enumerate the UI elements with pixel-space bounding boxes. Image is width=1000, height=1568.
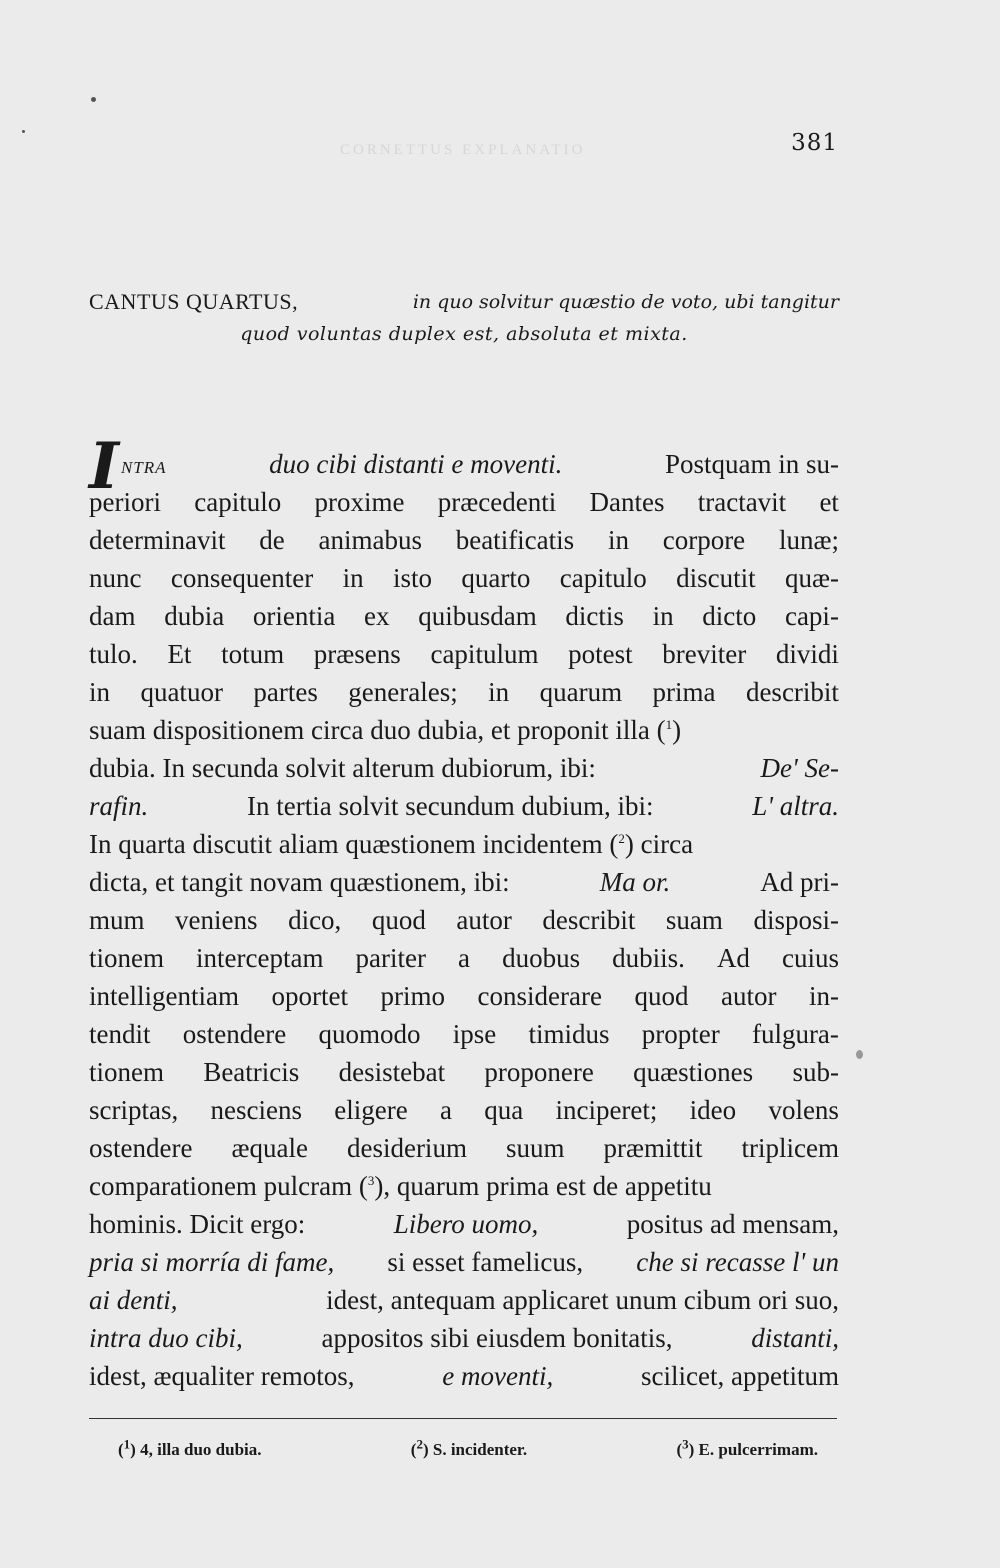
footnote: ($^2$) S. incidenter. xyxy=(410,1436,528,1459)
text-line: idest, æqualiter remotos, e moventi, scilicet, appetitum xyxy=(89,1357,839,1395)
text-line: ai denti, idest, antequam applicaret unum cibum ori suo, xyxy=(89,1281,839,1319)
opening-word: NTRA xyxy=(120,458,167,477)
word: a xyxy=(439,1095,452,1125)
footnote: ($^3$) E. pulcerrimam. xyxy=(676,1436,818,1459)
text-line: pria si morría di fame, si esset famelicus, che si recasse l' un xyxy=(89,1243,839,1281)
text-line xyxy=(89,521,839,559)
word: disposi- xyxy=(753,905,839,935)
word: describit xyxy=(542,905,636,935)
text-line xyxy=(89,559,839,597)
word: proponere xyxy=(484,1057,594,1087)
footnotes xyxy=(118,1436,818,1460)
text-line xyxy=(89,939,839,977)
word: æquale xyxy=(231,1133,308,1163)
citation: che si recasse l' un xyxy=(636,1247,839,1277)
text-line xyxy=(89,673,839,711)
word: autor xyxy=(456,905,512,935)
quoted-incipit: duo cibi distanti e moventi. xyxy=(269,449,563,479)
word: ideo xyxy=(689,1095,737,1125)
word: tendit xyxy=(89,1019,151,1049)
footnote-ref: 2 xyxy=(618,831,625,846)
word: dico, xyxy=(288,905,342,935)
word: tulo. xyxy=(89,639,138,669)
word: desistebat xyxy=(338,1057,446,1087)
word: considerare xyxy=(477,981,602,1011)
word: timidus xyxy=(528,1019,610,1049)
word: quæ- xyxy=(784,563,839,593)
text-line xyxy=(89,1091,839,1129)
word: volens xyxy=(768,1095,839,1125)
word: discutit xyxy=(676,563,756,593)
word: in xyxy=(89,677,111,707)
word: animabus xyxy=(318,525,422,555)
word: qua xyxy=(484,1095,524,1125)
word: præmittit xyxy=(603,1133,703,1163)
word: pariter xyxy=(355,943,426,973)
word: tractavit xyxy=(697,487,787,517)
citation: rafin. xyxy=(89,791,149,821)
text-line xyxy=(89,597,839,635)
word: breviter xyxy=(662,639,747,669)
text-line xyxy=(89,635,839,673)
word: quod xyxy=(634,981,689,1011)
word: capi- xyxy=(784,601,839,631)
word: de xyxy=(259,525,285,555)
text-line xyxy=(89,1129,839,1167)
word: in xyxy=(607,525,629,555)
citation: ai denti, xyxy=(89,1285,178,1315)
word: ostendere xyxy=(182,1019,287,1049)
text-line: comparationem pulcram ($^3$), quarum prima est de appetitu xyxy=(89,1171,712,1201)
word: proxime xyxy=(314,487,405,517)
word: in xyxy=(488,677,510,707)
word: nunc xyxy=(89,563,142,593)
footnote-rule xyxy=(89,1418,837,1419)
word: beatificatis xyxy=(455,525,575,555)
word: autor xyxy=(720,981,777,1011)
text-line: In quarta discutit aliam quæstionem incidentem ($^2$) circa xyxy=(89,829,694,859)
word: capitulo xyxy=(559,563,647,593)
word: scriptas, xyxy=(89,1095,179,1125)
word: partes xyxy=(253,677,318,707)
word: dubia xyxy=(164,601,225,631)
word: corpore xyxy=(662,525,746,555)
page-number: 381 xyxy=(791,130,838,156)
text-line xyxy=(89,483,839,521)
text-line: dubia. In secunda solvit alterum dubiorum, ibi: De' Se- xyxy=(89,749,839,787)
word: nesciens xyxy=(210,1095,302,1125)
word: quod xyxy=(371,905,426,935)
citation: L' altra. xyxy=(752,791,839,821)
text-line: hominis. Dicit ergo: Libero uomo, positus ad mensam, xyxy=(89,1205,839,1243)
word: primo xyxy=(380,981,445,1011)
footnote-ref: 1 xyxy=(665,717,673,732)
word: lunæ; xyxy=(778,525,839,555)
title-subtitle-line2: quod voluntas duplex est, absoluta et mixta. xyxy=(240,323,688,345)
word: interceptam xyxy=(196,943,324,973)
word: quarto xyxy=(461,563,531,593)
word: consequenter xyxy=(170,563,314,593)
word: triplicem xyxy=(741,1133,839,1163)
word: desiderium xyxy=(346,1133,467,1163)
word: capitulo xyxy=(194,487,282,517)
chapter-title xyxy=(89,286,839,350)
title-caps: CANTUS QUARTUS, xyxy=(89,289,299,314)
text-line xyxy=(89,901,839,939)
word: et xyxy=(819,487,839,517)
word: intelligentiam xyxy=(89,981,239,1011)
word: potest xyxy=(568,639,633,669)
word: capitulum xyxy=(430,639,539,669)
word: duobus xyxy=(502,943,581,973)
word: veniens xyxy=(175,905,258,935)
word: quatuor xyxy=(140,677,223,707)
title-subtitle-line1: in quo solvitur quæstio de voto, ubi tangitur xyxy=(412,291,839,313)
word: cuius xyxy=(781,943,839,973)
word: Dantes xyxy=(589,487,665,517)
word: sub- xyxy=(792,1057,839,1087)
citation: intra duo cibi, xyxy=(89,1323,243,1353)
word: in- xyxy=(808,981,839,1011)
word: in xyxy=(652,601,674,631)
word: ipse xyxy=(452,1019,497,1049)
word: Ad xyxy=(716,943,750,973)
running-head-bleedthrough: CORNETTUS EXPLANATIO xyxy=(340,142,586,158)
word: eligere xyxy=(334,1095,408,1125)
text-line xyxy=(89,1015,839,1053)
word: determinavit xyxy=(89,525,226,555)
word: orientia xyxy=(252,601,336,631)
word: dictis xyxy=(565,601,624,631)
word: totum xyxy=(221,639,285,669)
word: prima xyxy=(652,677,716,707)
word: oportet xyxy=(271,981,348,1011)
word: dam xyxy=(89,601,136,631)
word: generales; xyxy=(348,677,458,707)
text-span: Postquam in su- xyxy=(664,449,839,479)
body-text xyxy=(89,429,839,1395)
word: dubiis. xyxy=(612,943,685,973)
citation: pria si morría di fame, xyxy=(89,1247,335,1277)
footnote-ref: 3 xyxy=(367,1173,375,1188)
word: præsens xyxy=(313,639,401,669)
speck xyxy=(91,97,96,102)
word: inciperet; xyxy=(555,1095,658,1125)
word: Et xyxy=(167,639,192,669)
word: fulgura- xyxy=(751,1019,839,1049)
footnote: ($^1$) 4, illa duo dubia. xyxy=(118,1436,262,1459)
word: quæstiones xyxy=(633,1057,754,1087)
word: dividi xyxy=(775,639,839,669)
speck xyxy=(856,1050,863,1059)
word: propter xyxy=(641,1019,720,1049)
citation: distanti, xyxy=(751,1323,839,1353)
text-line xyxy=(89,1053,839,1091)
word: præcedenti xyxy=(437,487,557,517)
text-line: dicta, et tangit novam quæstionem, ibi: Ma or. Ad pri- xyxy=(89,863,839,901)
word: quarum xyxy=(539,677,623,707)
citation: Libero uomo, xyxy=(393,1209,539,1239)
word: tionem xyxy=(89,943,164,973)
word: describit xyxy=(745,677,839,707)
text-line xyxy=(89,977,839,1015)
word: a xyxy=(458,943,471,973)
citation: e moventi, xyxy=(442,1361,554,1391)
speck xyxy=(22,130,25,133)
text-line: rafin. In tertia solvit secundum dubium, ibi: L' altra. xyxy=(89,787,839,825)
text-line: suam dispositionem circa duo dubia, et proponit illa ($^1$) xyxy=(89,715,682,745)
word: mum xyxy=(89,905,145,935)
word: in xyxy=(342,563,364,593)
word: dicto xyxy=(702,601,757,631)
word: ex xyxy=(364,601,390,631)
citation: De' Se- xyxy=(760,753,839,783)
word: Beatricis xyxy=(203,1057,300,1087)
drop-cap: I xyxy=(89,429,119,504)
word: periori xyxy=(89,487,161,517)
word: quibusdam xyxy=(418,601,537,631)
word: tionem xyxy=(89,1057,164,1087)
text-line: intra duo cibi, appositos sibi eiusdem bonitatis, distanti, xyxy=(89,1319,839,1357)
word: ostendere xyxy=(89,1133,193,1163)
citation: Ma or. xyxy=(599,867,671,897)
word: isto xyxy=(393,563,433,593)
word: suam xyxy=(665,905,723,935)
word: suum xyxy=(505,1133,565,1163)
word: quomodo xyxy=(318,1019,421,1049)
